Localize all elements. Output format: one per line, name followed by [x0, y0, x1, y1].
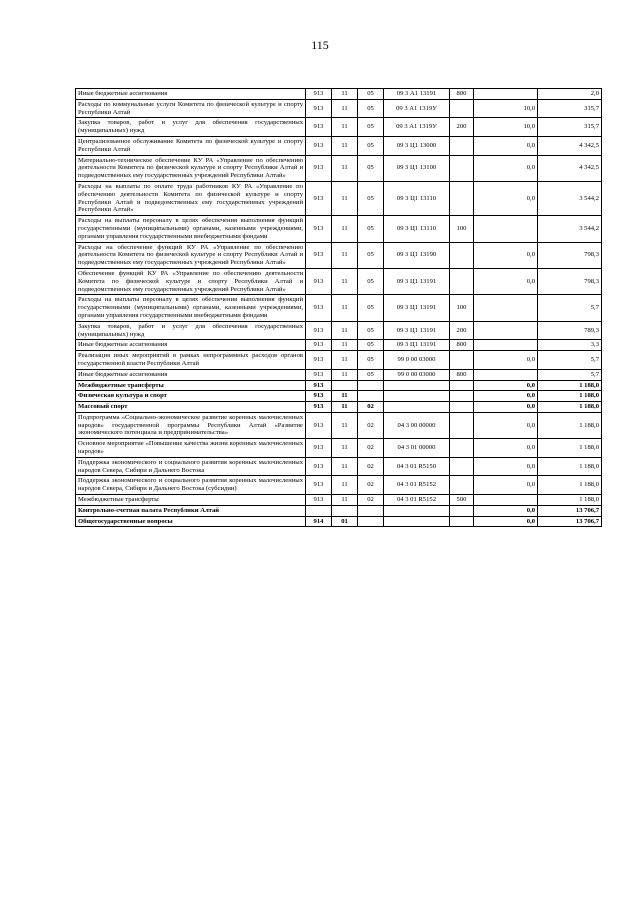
row-target-code: 99 0 00 03000 — [384, 369, 450, 380]
row-amount-b: 5,7 — [538, 369, 602, 380]
row-expense-type — [450, 457, 474, 476]
table-row — [76, 136, 602, 155]
row-code: 913 — [306, 340, 332, 351]
row-code: 913 — [306, 402, 332, 413]
budget-table — [75, 88, 602, 527]
row-code: 913 — [306, 118, 332, 137]
row-target-code: 99 0 00 03000 — [384, 351, 450, 370]
row-section: 11 — [332, 118, 358, 137]
row-amount-b: 1 188,0 — [538, 380, 602, 391]
row-subsection: 05 — [358, 216, 384, 242]
row-section — [332, 380, 358, 391]
row-code: 913 — [306, 476, 332, 495]
row-code: 913 — [306, 495, 332, 506]
row-section: 11 — [332, 495, 358, 506]
row-target-code — [384, 391, 450, 402]
row-subsection: 05 — [358, 136, 384, 155]
row-section: 11 — [332, 216, 358, 242]
table-row — [76, 505, 602, 516]
table-row — [76, 439, 602, 458]
row-code: 913 — [306, 268, 332, 294]
row-expense-type — [450, 402, 474, 413]
row-target-code: 04 3 01 00000 — [384, 439, 450, 458]
row-amount-a: 0,0 — [474, 457, 538, 476]
row-amount-b: 1 188,0 — [538, 495, 602, 506]
row-name: Физическая культура и спорт — [76, 391, 306, 402]
row-section: 11 — [332, 340, 358, 351]
row-expense-type — [450, 136, 474, 155]
row-section: 11 — [332, 268, 358, 294]
row-expense-type — [450, 155, 474, 181]
row-section: 11 — [332, 89, 358, 100]
row-expense-type — [450, 505, 474, 516]
row-name: Расходы на выплаты по оплате труда работников КУ РА «Управление по обеспечению деятельности Комитета по физической культуре и спорту Республики Алтай и подведомственных ему государственных учреждений Республики Алтай» — [76, 181, 306, 215]
row-expense-type — [450, 391, 474, 402]
row-amount-a: 0,0 — [474, 242, 538, 268]
row-code: 913 — [306, 155, 332, 181]
row-amount-a: 0,0 — [474, 155, 538, 181]
row-name: Межбюджетные трансферты — [76, 495, 306, 506]
row-amount-a: 0,0 — [474, 439, 538, 458]
row-subsection — [358, 505, 384, 516]
row-amount-a: 0,0 — [474, 380, 538, 391]
row-expense-type: 500 — [450, 495, 474, 506]
table-row — [76, 89, 602, 100]
row-amount-b: 798,3 — [538, 242, 602, 268]
row-amount-a: 0,0 — [474, 476, 538, 495]
row-name: Контрольно-счетная палата Республики Алтай — [76, 505, 306, 516]
row-amount-a: 10,0 — [474, 118, 538, 137]
row-expense-type: 200 — [450, 118, 474, 137]
row-section: 11 — [332, 351, 358, 370]
row-code: 913 — [306, 136, 332, 155]
table-row — [76, 351, 602, 370]
row-name: Общегосударственные вопросы — [76, 516, 306, 527]
row-code: 913 — [306, 457, 332, 476]
row-amount-b: 4 342,5 — [538, 155, 602, 181]
row-name: Поддержка экономического и социального развития коренных малочисленных народов Севера, Сибири и Дальнего Востока — [76, 457, 306, 476]
table-row — [76, 391, 602, 402]
row-expense-type — [450, 476, 474, 495]
row-subsection: 02 — [358, 476, 384, 495]
row-expense-type — [450, 412, 474, 438]
row-amount-b: 2,0 — [538, 89, 602, 100]
row-code: 914 — [306, 516, 332, 527]
table-row — [76, 242, 602, 268]
row-amount-b: 1 188,0 — [538, 412, 602, 438]
row-amount-b: 789,3 — [538, 321, 602, 340]
row-section: 11 — [332, 321, 358, 340]
row-subsection: 02 — [358, 412, 384, 438]
row-code: 913 — [306, 181, 332, 215]
table-row — [76, 216, 602, 242]
row-target-code: 04 3 00 00000 — [384, 412, 450, 438]
row-amount-a — [474, 216, 538, 242]
row-amount-b: 4 342,5 — [538, 136, 602, 155]
row-expense-type — [450, 242, 474, 268]
row-section: 11 — [332, 181, 358, 215]
row-name: Материально-техническое обеспечение КУ РА «Управление по обеспечению деятельности Комитета по физической культуре и спорту Республики Алтай и подведомственных ему государственных учреждений Республики Алтай» — [76, 155, 306, 181]
row-target-code: 04 3 01 R5152 — [384, 495, 450, 506]
row-amount-a: 0,0 — [474, 391, 538, 402]
table-row — [76, 495, 602, 506]
row-amount-b: 5,7 — [538, 351, 602, 370]
row-subsection: 05 — [358, 268, 384, 294]
row-expense-type: 200 — [450, 321, 474, 340]
row-section: 01 — [332, 516, 358, 527]
row-name: Реализация иных мероприятий в рамках непрограммных расходов органов государственной власти Республики Алтай — [76, 351, 306, 370]
row-amount-b: 1 188,0 — [538, 439, 602, 458]
row-amount-a: 0,0 — [474, 181, 538, 215]
row-name: Расходы на выплаты персоналу в целях обеспечения выполнения функций государственными (муниципальными) органами, казенными учреждениями, органами управления государственными внебюджетными фондами — [76, 216, 306, 242]
row-subsection: 05 — [358, 369, 384, 380]
row-target-code: 09 3 Ц1 13110 — [384, 181, 450, 215]
row-name: Расходы на выплаты персоналу в целях обеспечения выполнения функций государственными (муниципальными) органами, казенными учреждениями, органами управления государственными внебюджетными фондами — [76, 295, 306, 321]
row-name: Централизованное обслуживание Комитета по физической культуре и спорту Республики Алтай — [76, 136, 306, 155]
row-amount-b: 3 544,2 — [538, 216, 602, 242]
row-name: Расходы по коммунальные услуги Комитета по физической культуре и спорту Республики Алтай — [76, 99, 306, 118]
table-row — [76, 402, 602, 413]
row-name: Межбюджетные трансферты — [76, 380, 306, 391]
row-expense-type: 800 — [450, 369, 474, 380]
row-name: Подпрограмма «Социально-экономическое развитие коренных малочисленных народов» государственной программы Республики Алтай «Развитие экономического потенциала и предпринимательства» — [76, 412, 306, 438]
row-subsection: 05 — [358, 181, 384, 215]
row-amount-b: 1 188,0 — [538, 391, 602, 402]
row-section: 11 — [332, 439, 358, 458]
row-subsection: 05 — [358, 118, 384, 137]
row-section: 11 — [332, 402, 358, 413]
row-expense-type — [450, 516, 474, 527]
table-row — [76, 340, 602, 351]
row-expense-type: 100 — [450, 216, 474, 242]
row-code: 913 — [306, 89, 332, 100]
row-subsection — [358, 516, 384, 527]
row-code: 913 — [306, 242, 332, 268]
row-target-code: 09 3 Ц1 13191 — [384, 340, 450, 351]
row-target-code: 04 3 01 R5150 — [384, 457, 450, 476]
row-target-code — [384, 402, 450, 413]
row-section: 11 — [332, 242, 358, 268]
row-amount-a: 0,0 — [474, 268, 538, 294]
row-amount-a — [474, 89, 538, 100]
row-code — [306, 505, 332, 516]
row-subsection: 05 — [358, 155, 384, 181]
row-target-code: 09 3 Ц1 13190 — [384, 242, 450, 268]
row-target-code: 04 3 01 R5152 — [384, 476, 450, 495]
row-amount-b: 1 188,0 — [538, 457, 602, 476]
row-target-code — [384, 380, 450, 391]
row-subsection: 05 — [358, 340, 384, 351]
row-section: 11 — [332, 369, 358, 380]
row-section: 11 — [332, 476, 358, 495]
row-target-code: 09 3 А1 1319У — [384, 99, 450, 118]
row-subsection: 05 — [358, 99, 384, 118]
row-expense-type — [450, 380, 474, 391]
row-code: 913 — [306, 321, 332, 340]
row-section: 11 — [332, 412, 358, 438]
table-row — [76, 118, 602, 137]
row-target-code: 09 3 А1 1319У — [384, 118, 450, 137]
row-target-code: 09 3 Ц1 13191 — [384, 321, 450, 340]
row-name: Закупка товаров, работ и услуг для обеспечения государственных (муниципальных) нужд — [76, 118, 306, 137]
row-amount-a — [474, 495, 538, 506]
row-amount-b: 798,3 — [538, 268, 602, 294]
table-row — [76, 155, 602, 181]
row-target-code: 09 3 Ц1 13191 — [384, 268, 450, 294]
row-expense-type: 100 — [450, 295, 474, 321]
row-expense-type — [450, 351, 474, 370]
row-amount-a: 0,0 — [474, 412, 538, 438]
row-target-code — [384, 516, 450, 527]
row-code: 913 — [306, 391, 332, 402]
row-amount-b: 315,7 — [538, 99, 602, 118]
row-target-code: 09 3 А1 13191 — [384, 89, 450, 100]
table-row — [76, 99, 602, 118]
row-subsection: 02 — [358, 495, 384, 506]
row-expense-type: 800 — [450, 89, 474, 100]
row-section: 11 — [332, 136, 358, 155]
row-amount-a — [474, 295, 538, 321]
row-amount-a — [474, 369, 538, 380]
row-amount-a: 0,0 — [474, 402, 538, 413]
row-amount-a — [474, 340, 538, 351]
row-code: 913 — [306, 369, 332, 380]
row-name: Иные бюджетные ассигнования — [76, 89, 306, 100]
row-amount-b: 13 706,7 — [538, 505, 602, 516]
row-amount-b: 1 188,0 — [538, 476, 602, 495]
row-section: 11 — [332, 99, 358, 118]
page-number: 115 — [311, 38, 329, 52]
row-subsection: 05 — [358, 242, 384, 268]
table-row — [76, 321, 602, 340]
row-expense-type: 800 — [450, 340, 474, 351]
row-code: 913 — [306, 99, 332, 118]
row-amount-a: 0,0 — [474, 136, 538, 155]
table-row — [76, 412, 602, 438]
row-section: 11 — [332, 155, 358, 181]
row-subsection: 02 — [358, 439, 384, 458]
table-row — [76, 476, 602, 495]
row-amount-b: 13 706,7 — [538, 516, 602, 527]
row-subsection: 02 — [358, 402, 384, 413]
row-amount-b: 1 188,0 — [538, 402, 602, 413]
row-amount-a: 10,0 — [474, 99, 538, 118]
row-subsection: 05 — [358, 351, 384, 370]
row-name: Основное мероприятие «Повышение качества жизни коренных малочисленных народов» — [76, 439, 306, 458]
table-row — [76, 457, 602, 476]
row-name: Закупка товаров, работ и услуг для обеспечения государственных (муниципальных) нужд — [76, 321, 306, 340]
row-expense-type — [450, 268, 474, 294]
row-expense-type — [450, 439, 474, 458]
row-subsection: 05 — [358, 295, 384, 321]
row-code: 913 — [306, 295, 332, 321]
table-row — [76, 369, 602, 380]
row-name: Массовый спорт — [76, 402, 306, 413]
row-code: 913 — [306, 351, 332, 370]
row-amount-b: 5,7 — [538, 295, 602, 321]
row-amount-b: 3,3 — [538, 340, 602, 351]
row-expense-type — [450, 99, 474, 118]
row-amount-b: 3 544,2 — [538, 181, 602, 215]
table-row — [76, 181, 602, 215]
row-amount-a: 0,0 — [474, 505, 538, 516]
row-name: Иные бюджетные ассигнования — [76, 369, 306, 380]
table-row — [76, 380, 602, 391]
table-row — [76, 268, 602, 294]
row-amount-a: 0,0 — [474, 351, 538, 370]
row-amount-a: 0,0 — [474, 516, 538, 527]
row-target-code — [384, 505, 450, 516]
row-section: 11 — [332, 295, 358, 321]
row-name: Поддержка экономического и социального развития коренных малочисленных народов Севера, Сибири и Дальнего Востока (субсидии) — [76, 476, 306, 495]
row-name: Обеспечение функций КУ РА «Управление по обеспечению деятельности Комитета по физической культуре и спорту Республики Алтай и подведомственных ему государственных учреждений Республики Алтай» — [76, 268, 306, 294]
row-target-code: 09 3 Ц1 13110 — [384, 216, 450, 242]
row-subsection: 02 — [358, 457, 384, 476]
row-target-code: 09 3 Ц1 13000 — [384, 136, 450, 155]
row-subsection: 05 — [358, 89, 384, 100]
row-target-code: 09 3 Ц1 13191 — [384, 295, 450, 321]
row-subsection — [358, 380, 384, 391]
row-name: Расходы на обеспечение функций КУ РА «Управление по обеспечению деятельности Комитета по физической культуре и спорту Республики Алтай и подведомственных ему государственных учреждений Республики Алтай» — [76, 242, 306, 268]
row-code: 913 — [306, 216, 332, 242]
row-name: Иные бюджетные ассигнования — [76, 340, 306, 351]
row-code: 913 — [306, 412, 332, 438]
table-row — [76, 295, 602, 321]
row-target-code: 09 3 Ц1 13100 — [384, 155, 450, 181]
row-code: 913 — [306, 380, 332, 391]
row-subsection — [358, 391, 384, 402]
row-section: 11 — [332, 391, 358, 402]
row-section: 11 — [332, 457, 358, 476]
row-code: 913 — [306, 439, 332, 458]
row-subsection: 05 — [358, 321, 384, 340]
row-expense-type — [450, 181, 474, 215]
row-amount-b: 315,7 — [538, 118, 602, 137]
row-amount-a — [474, 321, 538, 340]
table-row — [76, 516, 602, 527]
row-section — [332, 505, 358, 516]
table-body — [76, 89, 602, 527]
